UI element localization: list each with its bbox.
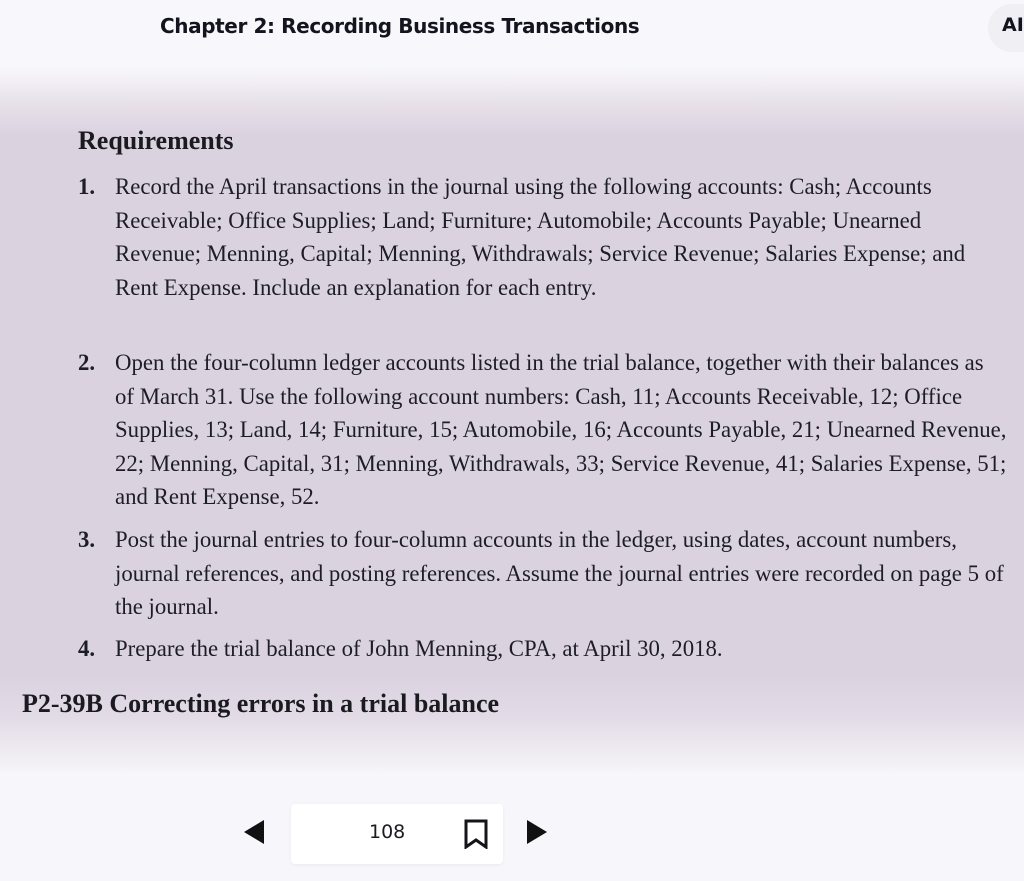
requirement-number: 4. (78, 636, 96, 661)
requirement-text: Record the April transactions in the journal using the following accounts: Cash; Accounts Receivable; Office Supplies; Land; Furniture; Automobile; Accounts Payable; Unearned Revenue; Menning, Capital; Menning, Withdrawals; Service Revenue; Salaries Expense; and Rent Expense. Include an explanation for each entry. (115, 174, 966, 300)
requirement-text: Post the journal entries to four-column accounts in the ledger, using dates, account numbers, journal references, and posting references. Assume the journal entries were recorded on page 5 of the journal. (115, 527, 1004, 619)
page-number: 108 (369, 821, 406, 843)
requirement-text: Prepare the trial balance of John Menning, CPA, at April 30, 2018. (115, 636, 723, 661)
previous-page-button[interactable] (244, 820, 264, 844)
next-page-button[interactable] (527, 820, 547, 844)
section-title: Requirements (78, 126, 234, 155)
bookmark-button[interactable] (463, 819, 489, 849)
requirement-text: Open the four-column ledger accounts listed in the trial balance, together with their balances as of March 31. Use the following account numbers: Cash, 11; Accounts Receivable, 12; Office Supplies, 13; Land, 14; Furniture, 15; Automobile, 16; Accounts Payable, 21; Unearned Revenue, 22; Menning, Capital, 31; Menning, Withdrawals, 33; Service Revenue, 41; Salaries Expense, 51; and Rent Expense, 52. (115, 350, 1007, 509)
ai-assistant-button[interactable]: AI (988, 4, 1024, 52)
requirement-number: 2. (78, 350, 96, 375)
requirement-number: 3. (78, 527, 96, 552)
page-indicator (291, 804, 503, 864)
chapter-title: Chapter 2: Recording Business Transactions (160, 14, 640, 38)
problem-title: P2-39B Correcting errors in a trial balance (22, 689, 500, 718)
requirement-number: 1. (78, 174, 96, 199)
bookmark-icon (463, 819, 489, 849)
